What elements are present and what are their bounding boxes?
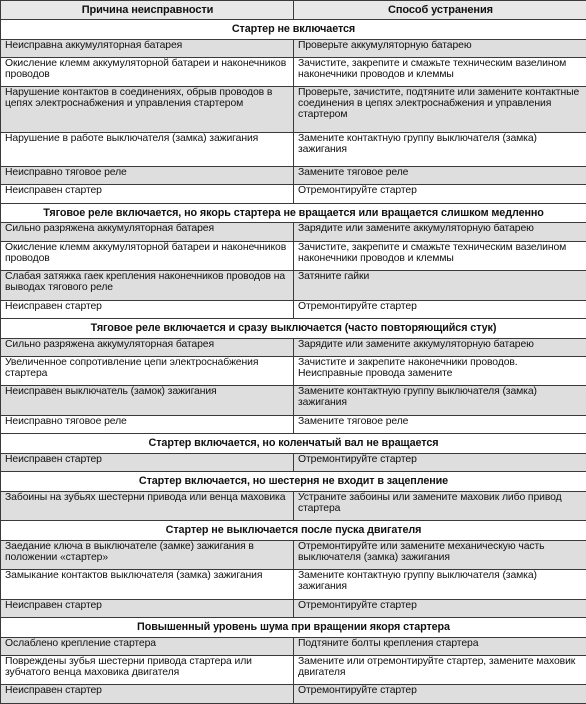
section-header-row [1, 203, 586, 223]
table-row [1, 338, 586, 356]
cause-cell: Неисправен выключатель (замок) зажигания [1, 386, 294, 415]
cause-cell: Нарушение контактов в соединениях, обрыв проводов в цепях электроснабжения и управления стартером [1, 87, 294, 132]
table-row [1, 271, 586, 300]
remedy-cell: Замените или отремонтируйте стартер, замените маховик двигателя [294, 655, 586, 684]
remedy-cell: Замените тяговое реле [294, 415, 586, 433]
remedy-cell: Подтяните болты крепления стартера [294, 637, 586, 655]
remedy-cell: Зачистите и закрепите наконечники проводов. Неисправные провода замените [294, 356, 586, 385]
remedy-cell: Зачистите, закрепите и смажьте техническим вазелином наконечники проводов и клеммы [294, 241, 586, 270]
section-title: Повышенный уровень шума при вращении якоря стартера [1, 617, 586, 637]
section-title: Тяговое реле включается, но якорь стартера не вращается или вращается слишком медленно [1, 203, 586, 223]
section-header-row [1, 20, 586, 40]
cause-cell: Ослаблено крепление стартера [1, 637, 294, 655]
table-row [1, 300, 586, 318]
remedy-cell: Замените тяговое реле [294, 167, 586, 185]
table-row [1, 132, 586, 166]
remedy-cell: Отремонтируйте стартер [294, 453, 586, 471]
table-row [1, 415, 586, 433]
table-body [1, 20, 586, 704]
cause-cell: Окисление клемм аккумуляторной батареи и наконечников проводов [1, 57, 294, 86]
cause-cell: Забоины на зубьях шестерни привода или венца маховика [1, 491, 294, 520]
remedy-cell: Устраните забоины или замените маховик либо привод стартера [294, 491, 586, 520]
remedy-cell: Зачистите, закрепите и смажьте техническим вазелином наконечники проводов и клеммы [294, 57, 586, 86]
table-row [1, 453, 586, 471]
table-row [1, 685, 586, 704]
remedy-cell: Отремонтируйте стартер [294, 185, 586, 203]
cause-cell: Нарушение в работе выключателя (замка) зажигания [1, 132, 294, 166]
remedy-cell: Зарядите или замените аккумуляторную батарею [294, 223, 586, 241]
cause-cell: Неисправен стартер [1, 685, 294, 704]
section-title: Тяговое реле включается и сразу выключается (часто повторяющийся стук) [1, 318, 586, 338]
table-row [1, 87, 586, 132]
section-title: Стартер включается, но шестерня не входит в зацепление [1, 472, 586, 492]
cause-cell: Сильно разряжена аккумуляторная батарея [1, 223, 294, 241]
remedy-cell: Замените контактную группу выключателя (замка) зажигания [294, 386, 586, 415]
section-title: Стартер не включается [1, 20, 586, 40]
cause-cell: Слабая затяжка гаек крепления наконечников проводов на выводах тягового реле [1, 271, 294, 300]
table-row [1, 167, 586, 185]
remedy-cell: Отремонтируйте стартер [294, 300, 586, 318]
remedy-cell: Затяните гайки [294, 271, 586, 300]
table-row [1, 223, 586, 241]
remedy-cell: Отремонтируйте или замените механическую часть выключателя (замка) зажигания [294, 540, 586, 569]
column-header-cause: Причина неисправности [1, 1, 294, 20]
table-row [1, 386, 586, 415]
cause-cell: Увеличенное сопротивление цепи электроснабжения стартера [1, 356, 294, 385]
section-header-row [1, 617, 586, 637]
remedy-cell: Проверьте аккумуляторную батарею [294, 39, 586, 57]
cause-cell: Заедание ключа в выключателе (замке) зажигания в положении «стартер» [1, 540, 294, 569]
section-header-row [1, 434, 586, 454]
remedy-cell: Замените контактную группу выключателя (замка) зажигания [294, 570, 586, 599]
cause-cell: Сильно разряжена аккумуляторная батарея [1, 338, 294, 356]
table-row [1, 570, 586, 599]
remedy-cell: Зарядите или замените аккумуляторную батарею [294, 338, 586, 356]
table-row [1, 356, 586, 385]
cause-cell: Неисправно тяговое реле [1, 415, 294, 433]
table-row [1, 540, 586, 569]
cause-cell: Неисправен стартер [1, 300, 294, 318]
table-row [1, 185, 586, 203]
remedy-cell: Проверьте, зачистите, подтяните или замените контактные соединения в цепях электроснабжения и управления стартером [294, 87, 586, 132]
section-header-row [1, 472, 586, 492]
cause-cell: Неисправна аккумуляторная батарея [1, 39, 294, 57]
table-row [1, 599, 586, 617]
table-row [1, 637, 586, 655]
cause-cell: Повреждены зубья шестерни привода стартера или зубчатого венца маховика двигателя [1, 655, 294, 684]
cause-cell: Неисправен стартер [1, 185, 294, 203]
section-header-row [1, 318, 586, 338]
remedy-cell: Замените контактную группу выключателя (замка) зажигания [294, 132, 586, 166]
cause-cell: Неисправен стартер [1, 453, 294, 471]
table-row [1, 39, 586, 57]
remedy-cell: Отремонтируйте стартер [294, 685, 586, 704]
table-row [1, 491, 586, 520]
table-row [1, 655, 586, 684]
section-header-row [1, 521, 586, 541]
cause-cell: Неисправно тяговое реле [1, 167, 294, 185]
column-header-remedy: Способ устранения [294, 1, 586, 20]
cause-cell: Окисление клемм аккумуляторной батареи и наконечников проводов [1, 241, 294, 270]
table-row [1, 241, 586, 270]
table-row [1, 57, 586, 86]
remedy-cell: Отремонтируйте стартер [294, 599, 586, 617]
cause-cell: Неисправен стартер [1, 599, 294, 617]
table-header-row [1, 1, 586, 20]
cause-cell: Замыкание контактов выключателя (замка) зажигания [1, 570, 294, 599]
section-title: Стартер не выключается после пуска двигателя [1, 521, 586, 541]
section-title: Стартер включается, но коленчатый вал не вращается [1, 434, 586, 454]
